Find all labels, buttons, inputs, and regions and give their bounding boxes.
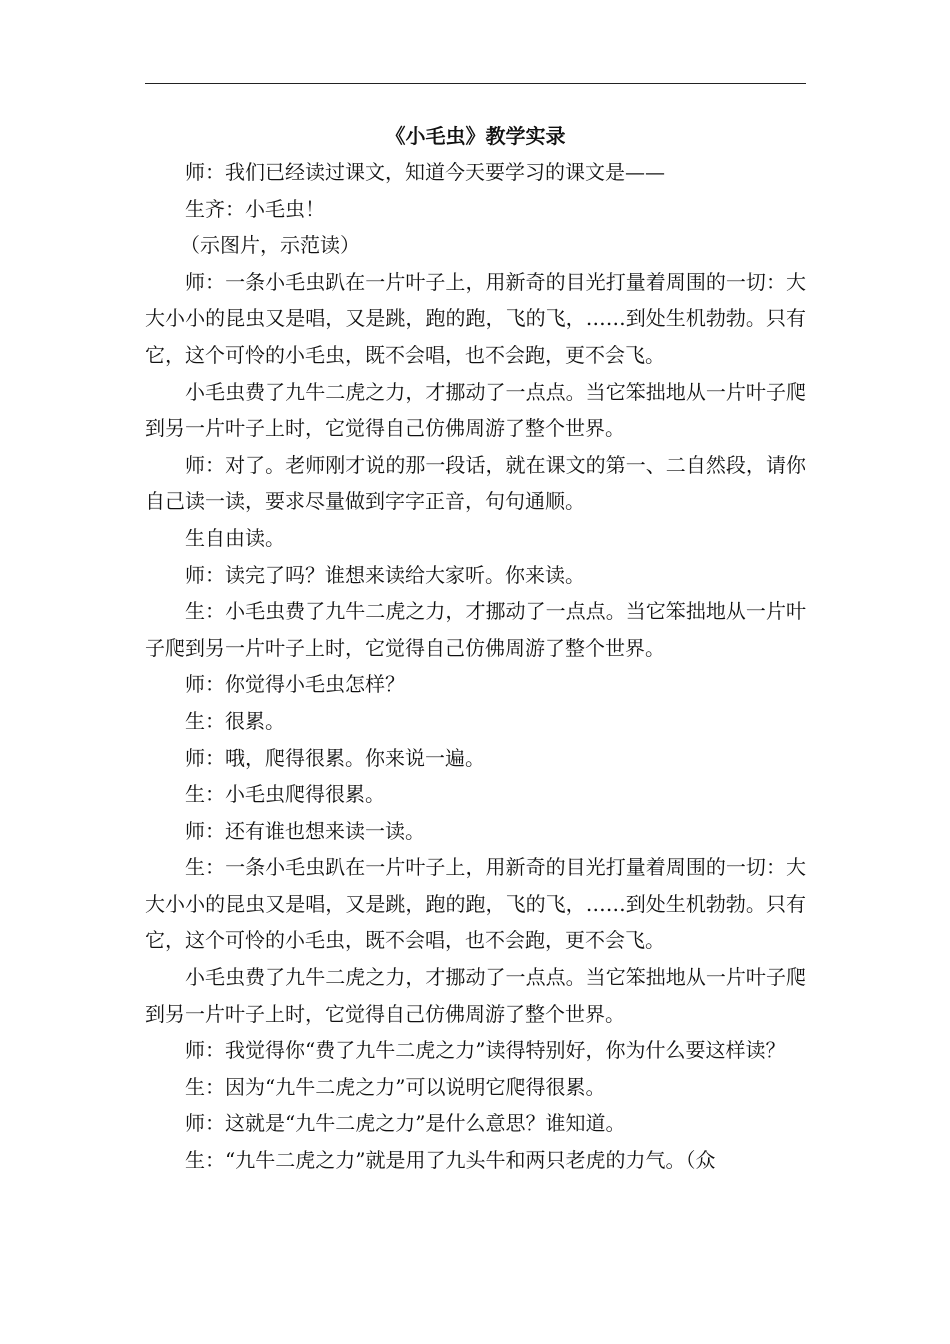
paragraph: 师：一条小毛虫趴在一片叶子上，用新奇的目光打量着周围的一切：大大小小的昆虫又是唱，又是跳，跑的跑，飞的飞，……到处生机勃勃。只有它，这个可怜的小毛虫，既不会唱，也不会跑，更不会飞。 [145, 269, 806, 367]
paragraph: 师：这就是“九牛二虎之力”是什么意思？谁知道。 [185, 1111, 626, 1136]
paragraph: 生：因为“九牛二虎之力”可以说明它爬得很累。 [185, 1074, 606, 1099]
paragraph: 生：很累。 [185, 708, 285, 733]
paragraph: 小毛虫费了九牛二虎之力，才挪动了一点点。当它笨拙地从一片叶子爬到另一片叶子上时，它觉得自己仿佛周游了整个世界。 [145, 965, 806, 1026]
document-title: 《小毛虫》教学实录 [385, 124, 566, 148]
paragraph: 生：小毛虫爬得很累。 [185, 782, 385, 807]
paragraph: （示图片，示范读） [180, 233, 360, 258]
paragraph: 生齐：小毛虫！ [185, 196, 325, 221]
paragraph: 生：一条小毛虫趴在一片叶子上，用新奇的目光打量着周围的一切：大大小小的昆虫又是唱，又是跳，跑的跑，飞的飞，……到处生机勃勃。只有它，这个可怜的小毛虫，既不会唱，也不会跑，更不会飞。 [145, 855, 806, 953]
paragraph: 师：哦，爬得很累。你来说一遍。 [185, 745, 485, 770]
paragraph: 师：对了。老师刚才说的那一段话，就在课文的第一、二自然段，请你自己读一读，要求尽量做到字字正音，句句通顺。 [145, 452, 806, 514]
paragraph: 生自由读。 [185, 525, 285, 550]
paragraph: 师：读完了吗？谁想来读给大家听。你来读。 [185, 562, 585, 587]
document-body [145, 154, 806, 1179]
paragraph: 生：小毛虫费了九牛二虎之力，才挪动了一点点。当它笨拙地从一片叶子爬到另一片叶子上时，它觉得自己仿佛周游了整个世界。 [145, 599, 806, 660]
paragraph: 生：“九牛二虎之力”就是用了九头牛和两只老虎的力气。（众 [185, 1148, 716, 1173]
paragraph: 师：你觉得小毛虫怎样？ [185, 672, 405, 697]
paragraph: 小毛虫费了九牛二虎之力，才挪动了一点点。当它笨拙地从一片叶子爬到另一片叶子上时，它觉得自己仿佛周游了整个世界。 [145, 379, 806, 441]
paragraph: 师：我们已经读过课文，知道今天要学习的课文是—— [185, 160, 665, 184]
header-rule [145, 83, 806, 84]
paragraph: 师：我觉得你“费了九牛二虎之力”读得特别好，你为什么要这样读？ [185, 1038, 786, 1063]
paragraph: 师：还有谁也想来读一读。 [185, 818, 425, 843]
